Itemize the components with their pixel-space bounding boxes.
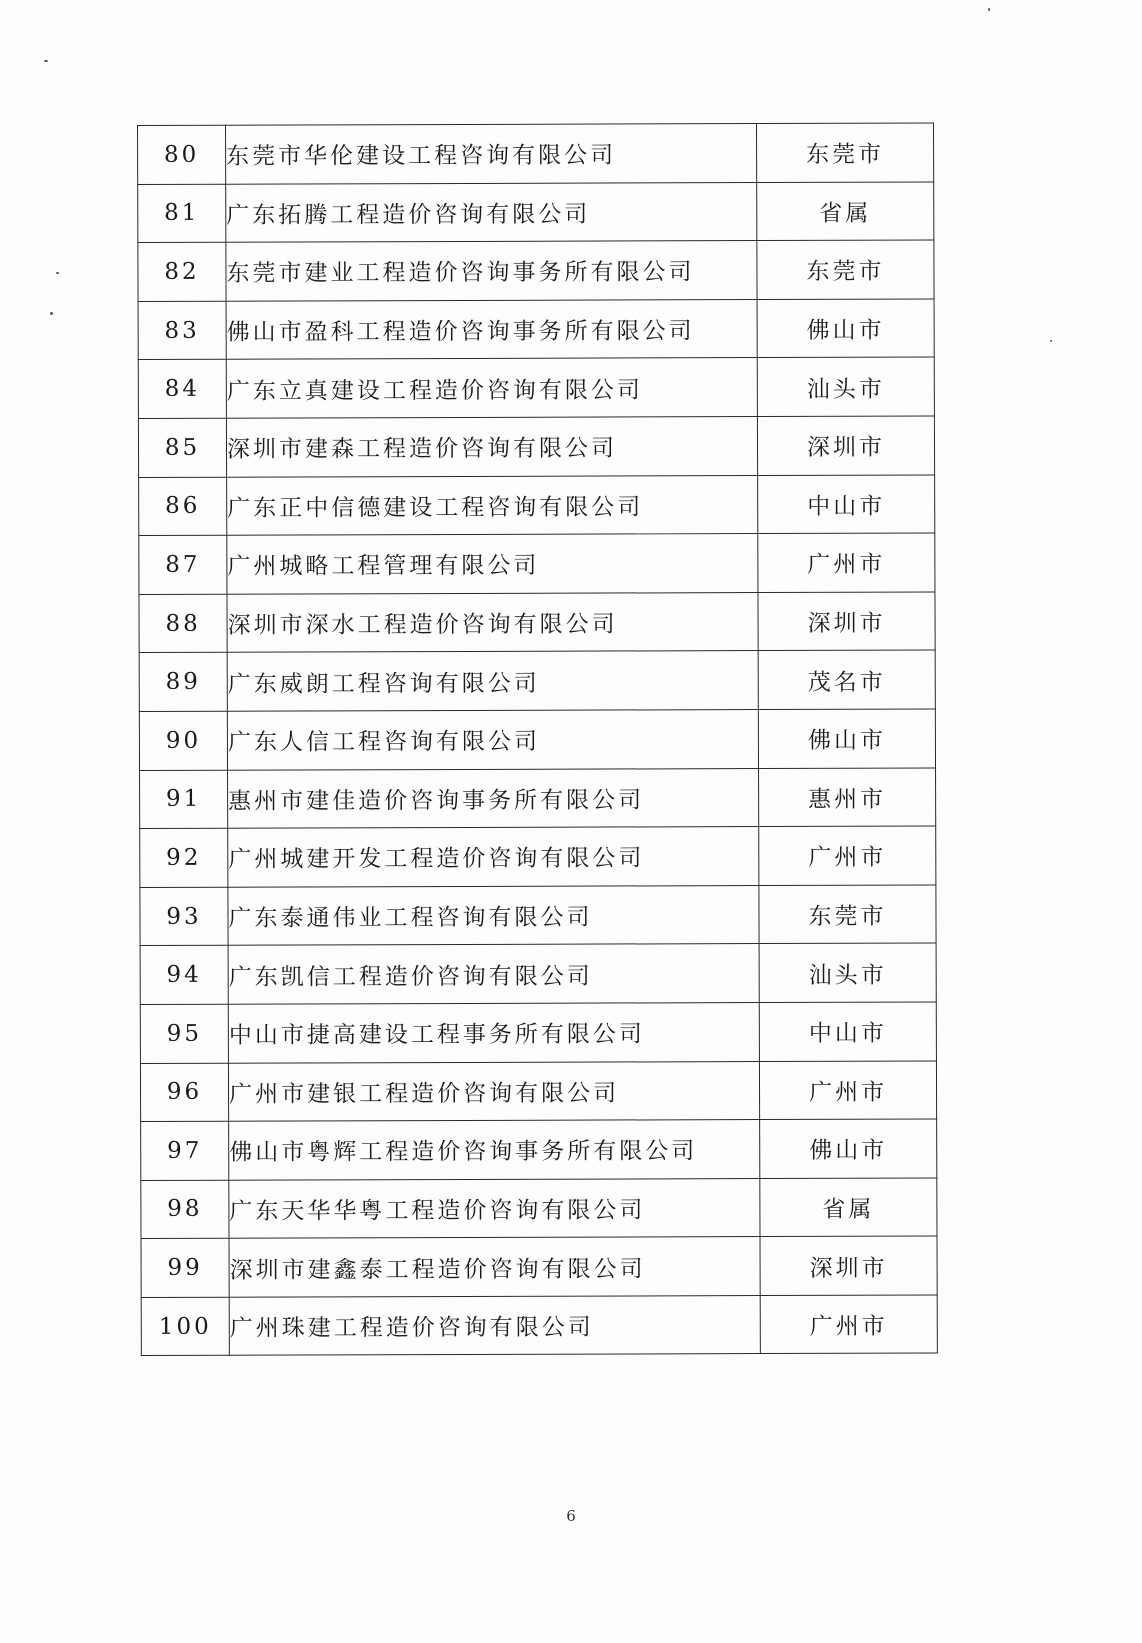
table-row [141, 1295, 937, 1356]
company-name: 广东人信工程咨询有限公司 [227, 709, 758, 769]
region: 广州市 [759, 826, 936, 885]
table-row [138, 299, 934, 360]
company-name: 东莞市华伦建设工程咨询有限公司 [226, 124, 757, 184]
region: 东莞市 [759, 885, 936, 944]
region: 东莞市 [756, 123, 933, 182]
row-number: 86 [139, 477, 227, 536]
table-row [141, 1119, 937, 1180]
company-name: 广东泰通伟业工程咨询有限公司 [228, 885, 759, 945]
company-name: 广东凯信工程造价咨询有限公司 [228, 944, 759, 1004]
table-row [139, 475, 935, 536]
region: 深圳市 [760, 1236, 937, 1295]
row-number: 81 [138, 184, 226, 243]
region: 汕头市 [759, 943, 936, 1002]
company-name: 深圳市建森工程造价咨询有限公司 [226, 417, 757, 477]
scan-speck [1050, 340, 1052, 342]
company-name: 深圳市深水工程造价咨询有限公司 [227, 592, 758, 652]
table-row [138, 123, 934, 184]
table-row [138, 182, 934, 243]
table-row [139, 533, 935, 594]
table-row [139, 709, 935, 770]
table-row [141, 1236, 937, 1297]
company-name: 广州城略工程管理有限公司 [227, 534, 758, 594]
table-row [140, 1060, 936, 1121]
region: 中山市 [758, 475, 935, 534]
company-name: 广东天华华粤工程造价咨询有限公司 [229, 1178, 760, 1238]
table-row [140, 885, 936, 946]
row-number: 99 [141, 1238, 229, 1297]
company-name: 广州珠建工程造价咨询有限公司 [229, 1295, 760, 1355]
company-name: 深圳市建鑫泰工程造价咨询有限公司 [229, 1237, 760, 1297]
region: 深圳市 [757, 416, 934, 475]
table-row [139, 650, 935, 711]
row-number: 91 [140, 770, 228, 829]
region: 佛山市 [757, 299, 934, 358]
company-name: 广东立真建设工程造价咨询有限公司 [226, 358, 757, 418]
row-number: 87 [139, 535, 227, 594]
scan-speck [56, 272, 59, 274]
row-number: 89 [139, 653, 227, 712]
company-name: 广州城建开发工程造价咨询有限公司 [228, 827, 759, 887]
row-number: 98 [141, 1180, 229, 1239]
region: 省属 [757, 182, 934, 241]
row-number: 94 [140, 946, 228, 1005]
region: 茂名市 [758, 650, 935, 709]
region: 东莞市 [757, 240, 934, 299]
company-name: 佛山市盈科工程造价咨询事务所有限公司 [226, 299, 757, 359]
table-row [138, 240, 934, 301]
table-body [138, 123, 938, 1356]
company-name: 东莞市建业工程造价咨询事务所有限公司 [226, 241, 757, 301]
row-number: 95 [140, 1004, 228, 1063]
row-number: 85 [138, 418, 226, 477]
row-number: 96 [140, 1063, 228, 1122]
page-number: 6 [566, 1507, 576, 1525]
scan-speck [44, 60, 48, 62]
region: 省属 [760, 1178, 937, 1237]
company-name: 中山市捷高建设工程事务所有限公司 [228, 1002, 759, 1062]
scan-speck [50, 312, 53, 315]
region: 佛山市 [758, 709, 935, 768]
region: 深圳市 [758, 592, 935, 651]
region: 广州市 [760, 1295, 937, 1354]
row-number: 82 [138, 242, 226, 301]
row-number: 80 [138, 125, 226, 184]
company-list-table [137, 122, 938, 1356]
company-name: 广东威朗工程咨询有限公司 [227, 651, 758, 711]
table-row [139, 592, 935, 653]
row-number: 92 [140, 828, 228, 887]
region: 广州市 [758, 533, 935, 592]
company-name: 广东拓腾工程造价咨询有限公司 [226, 182, 757, 242]
region: 佛山市 [760, 1119, 937, 1178]
row-number: 100 [141, 1297, 229, 1356]
table-row [138, 416, 934, 477]
table-row [140, 1002, 936, 1063]
table-row [141, 1178, 937, 1239]
region: 广州市 [759, 1060, 936, 1119]
region: 中山市 [759, 1002, 936, 1061]
company-name: 佛山市粤辉工程造价咨询事务所有限公司 [229, 1120, 760, 1180]
table-row [140, 943, 936, 1004]
company-name: 广东正中信德建设工程咨询有限公司 [227, 475, 758, 535]
row-number: 83 [138, 301, 226, 360]
row-number: 93 [140, 887, 228, 946]
table-row [140, 768, 936, 829]
company-name: 广州市建银工程造价咨询有限公司 [228, 1061, 759, 1121]
row-number: 84 [138, 360, 226, 419]
table-row [140, 826, 936, 887]
table-row [138, 357, 934, 418]
company-name: 惠州市建佳造价咨询事务所有限公司 [228, 768, 759, 828]
scan-speck [988, 8, 990, 11]
row-number: 97 [141, 1121, 229, 1180]
row-number: 90 [139, 711, 227, 770]
region: 惠州市 [759, 768, 936, 827]
row-number: 88 [139, 594, 227, 653]
region: 汕头市 [757, 357, 934, 416]
